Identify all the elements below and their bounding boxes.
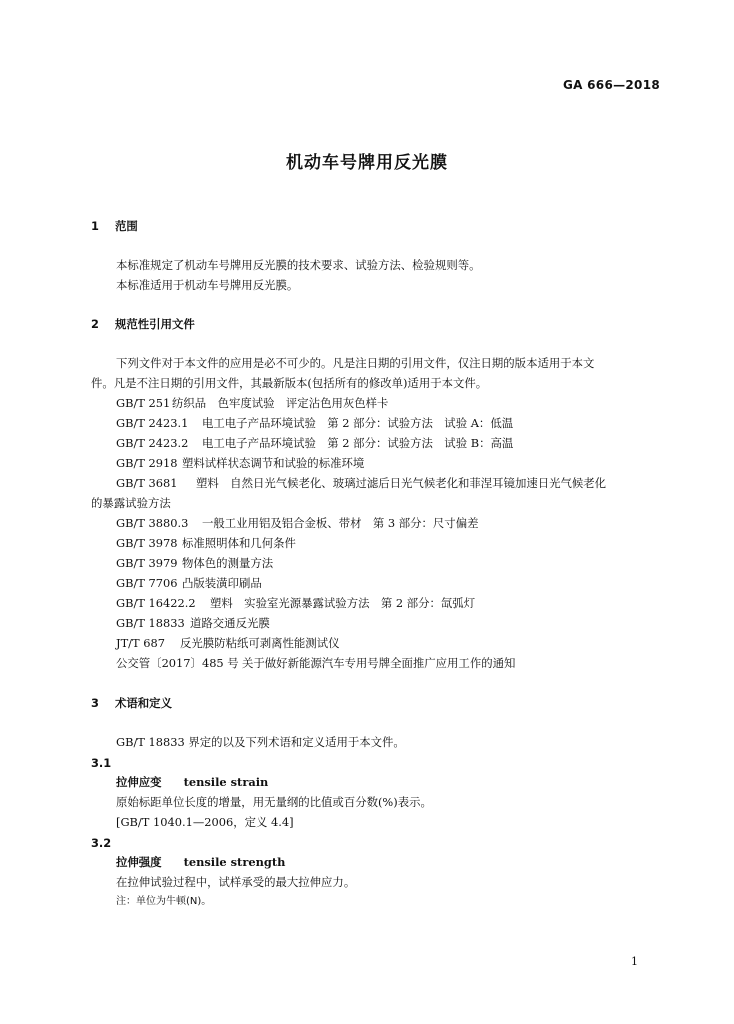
reference-item <box>116 436 513 450</box>
reference-item <box>116 636 339 650</box>
reference-title: 道路交通反光膜 <box>190 616 270 630</box>
reference-code: GB/T 2423.2 <box>116 436 189 450</box>
reference-continuation: 的暴露试验方法 <box>91 496 171 510</box>
reference-title: 塑料 实验室光源暴露试验方法 第 2 部分：氙弧灯 <box>210 596 476 610</box>
reference-code: GB/T 3979 <box>116 556 178 570</box>
term-definition: 在拉伸试验过程中，试样承受的最大拉伸应力。 <box>116 875 356 889</box>
reference-title: 电工电子产品环境试验 第 2 部分：试验方法 试验 A：低温 <box>202 416 514 430</box>
document-title: 机动车号牌用反光膜 <box>286 153 448 173</box>
section-3-number: 3 <box>91 696 99 710</box>
section-2-number: 2 <box>91 317 99 331</box>
reference-title: 塑料试样状态调节和试验的标准环境 <box>182 456 365 470</box>
document-code: GA 666—2018 <box>562 78 660 92</box>
term-heading <box>116 775 268 789</box>
reference-item <box>116 456 364 470</box>
term-source: [GB/T 1040.1—2006，定义 4.4] <box>116 815 294 829</box>
term-definition: 原始标距单位长度的增量，用无量纲的比值或百分数(%)表示。 <box>116 795 432 809</box>
reference-item <box>116 656 515 670</box>
term-chinese: 拉伸强度 <box>116 855 162 869</box>
reference-title: 电工电子产品环境试验 第 2 部分：试验方法 试验 B：高温 <box>202 436 514 450</box>
reference-item <box>116 416 513 430</box>
reference-title: 一般工业用铝及铝合金板、带材 第 3 部分：尺寸偏差 <box>202 516 479 530</box>
section-1-title: 范围 <box>115 219 138 233</box>
reference-title: 关于做好新能源汽车专用号牌全面推广应用工作的通知 <box>242 656 516 670</box>
section-3-title: 术语和定义 <box>115 696 172 710</box>
reference-item <box>116 536 296 550</box>
reference-title: 物体色的测量方法 <box>182 556 274 570</box>
term-number: 3.1 <box>91 756 112 770</box>
terms-intro: GB/T 18833 界定的以及下列术语和定义适用于本文件。 <box>116 735 405 749</box>
reference-code: JT/T 687 <box>116 636 165 650</box>
reference-item <box>116 596 475 610</box>
term-number: 3.2 <box>91 836 112 850</box>
reference-code: GB/T 3681 <box>116 476 178 490</box>
reference-item <box>116 616 270 630</box>
term-note: 注：单位为牛顿(N)。 <box>116 896 212 907</box>
term-heading <box>116 855 285 869</box>
section-2-title: 规范性引用文件 <box>115 317 195 331</box>
reference-item <box>116 396 388 410</box>
reference-code: GB/T 251 <box>116 396 171 410</box>
reference-title: 纺织品 色牢度试验 评定沾色用灰色样卡 <box>172 396 389 410</box>
term-english: tensile strain <box>183 775 269 789</box>
reference-code: GB/T 18833 <box>116 616 185 630</box>
term-chinese: 拉伸应变 <box>116 775 162 789</box>
section-1-number: 1 <box>91 219 99 233</box>
reference-item <box>116 476 606 490</box>
page-number: 1 <box>631 955 638 968</box>
section-3-heading <box>91 696 172 710</box>
reference-code: 公交管〔2017〕485 号 <box>116 656 239 670</box>
reference-code: GB/T 3880.3 <box>116 516 189 530</box>
reference-code: GB/T 2423.1 <box>116 416 189 430</box>
reference-item <box>116 516 478 530</box>
section-2-heading <box>91 317 195 331</box>
scope-paragraph-2: 本标准适用于机动车号牌用反光膜。 <box>116 278 299 292</box>
reference-code: GB/T 16422.2 <box>116 596 196 610</box>
reference-item <box>116 556 273 570</box>
scope-paragraph-1: 本标准规定了机动车号牌用反光膜的技术要求、试验方法、检验规则等。 <box>116 258 481 272</box>
reference-code: GB/T 3978 <box>116 536 178 550</box>
references-intro-line-2: 件。凡是不注日期的引用文件，其最新版本(包括所有的修改单)适用于本文件。 <box>91 376 488 390</box>
reference-title: 反光膜防粘纸可剥离性能测试仪 <box>180 636 340 650</box>
section-1-heading <box>91 219 138 233</box>
reference-title: 凸版装潢印刷品 <box>182 576 262 590</box>
reference-title: 塑料 自然日光气候老化、玻璃过滤后日光气候老化和菲涅耳镜加速日光气候老化 <box>196 476 607 490</box>
reference-title: 标准照明体和几何条件 <box>182 536 296 550</box>
references-intro-line-1: 下列文件对于本文件的应用是必不可少的。凡是注日期的引用文件，仅注日期的版本适用于本文 <box>116 356 595 370</box>
reference-item <box>116 576 262 590</box>
reference-code: GB/T 2918 <box>116 456 178 470</box>
term-english: tensile strength <box>183 855 286 869</box>
reference-code: GB/T 7706 <box>116 576 178 590</box>
